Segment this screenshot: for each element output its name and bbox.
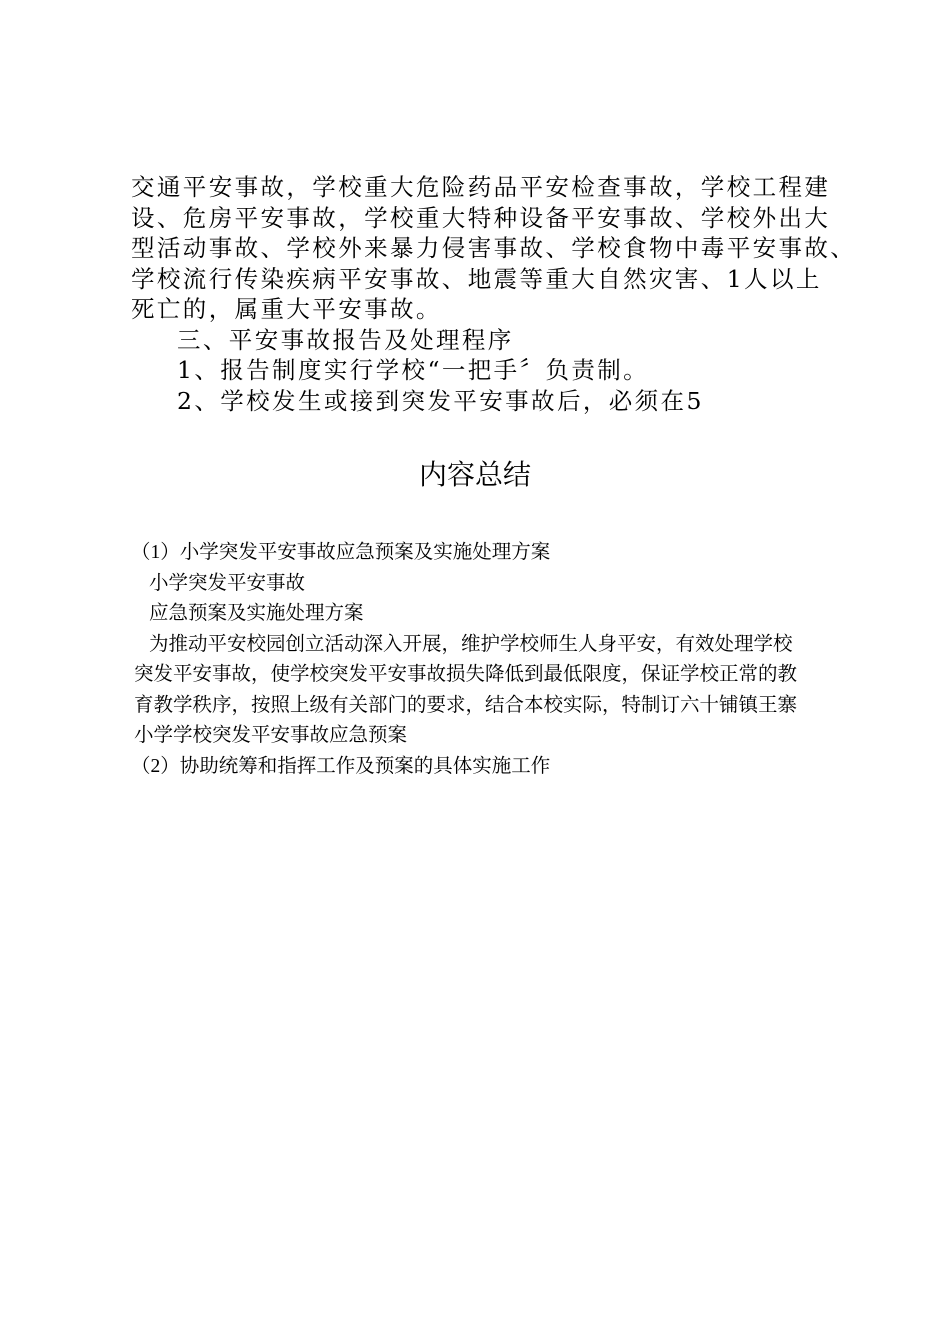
body-line: 死亡的，属重大平安事故。	[131, 295, 442, 323]
summary-line: 小学学校突发平安事故应急预案	[134, 725, 408, 746]
body-line: 型活动事故、学校外来暴力侵害事故、学校食物中毒平安事故、	[131, 234, 857, 262]
summary-line: （2）协助统筹和指挥工作及预案的具体实施工作	[131, 755, 551, 777]
summary-line: 应急预案及实施处理方案	[149, 603, 364, 624]
summary-title: 内容总结	[418, 458, 531, 491]
body-line: 交通平安事故，学校重大危险药品平安检查事故，学校工程建	[131, 173, 831, 201]
body-line: 1、报告制度实行学校“一把手〞负责制。	[177, 356, 650, 384]
summary-line: 突发平安事故，使学校突发平安事故损失降低到最低限度，保证学校正常的教	[134, 664, 798, 685]
body-line: 设、危房平安事故，学校重大特种设备平安事故、学校外出大	[131, 203, 831, 232]
body-text	[131, 172, 857, 416]
body-line: 2、学校发生或接到突发平安事故后，必须在5	[177, 386, 704, 415]
summary-text	[131, 538, 841, 782]
summary-line: 为推动平安校园创立活动深入开展，维护学校师生人身平安，有效处理学校	[149, 633, 793, 655]
body-line: 学校流行传染疾病平安事故、地震等重大自然灾害、1人以上	[131, 264, 822, 293]
summary-line: 小学突发平安事故	[149, 572, 306, 594]
section-heading: 三、平安事故报告及处理程序	[177, 325, 514, 354]
summary-line: 育教学秩序，按照上级有关部门的要求，结合本校实际，特制订六十铺镇王寨	[134, 694, 798, 716]
summary-line: （1）小学突发平安事故应急预案及实施处理方案	[131, 542, 551, 563]
